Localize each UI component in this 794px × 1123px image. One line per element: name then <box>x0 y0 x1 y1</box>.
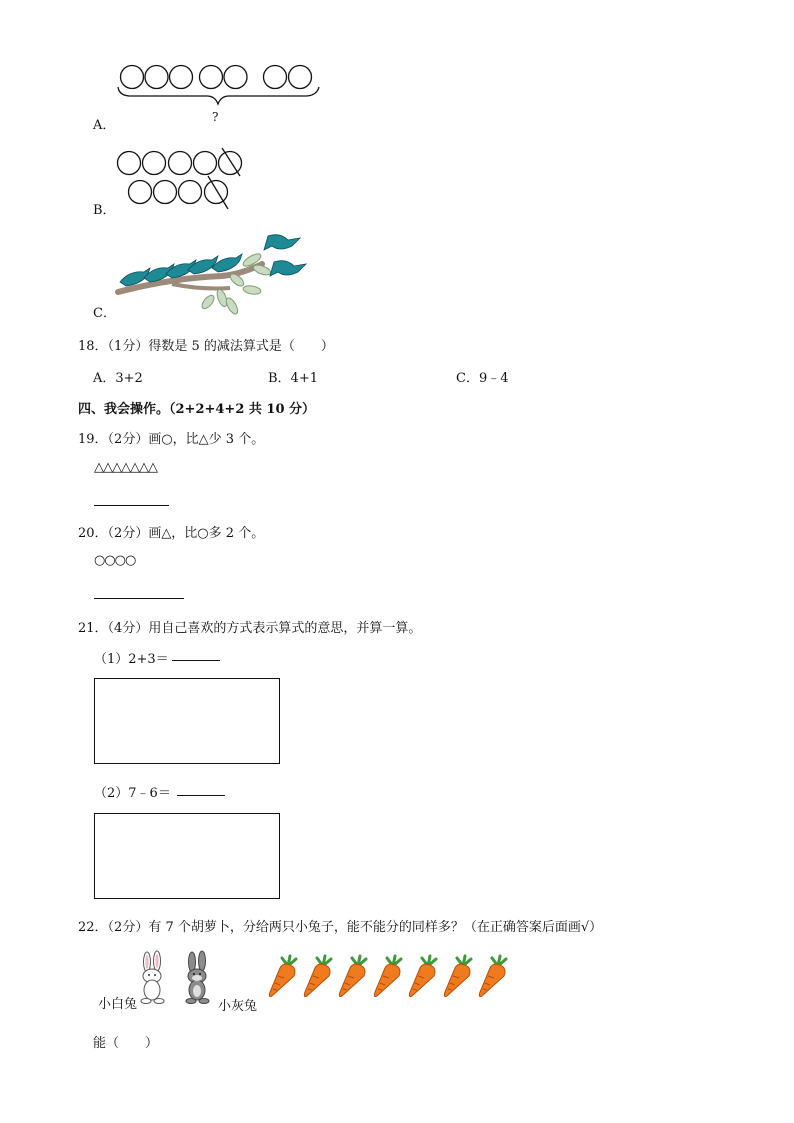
circle <box>170 66 193 89</box>
carrot-icon <box>409 956 436 997</box>
option-c-label[interactable]: C． <box>93 306 116 321</box>
circle <box>200 66 223 89</box>
circle <box>194 152 217 175</box>
circle <box>129 181 152 204</box>
question-20-answer-line[interactable] <box>94 598 184 599</box>
circle <box>145 66 168 89</box>
option-c-birds-figure <box>112 230 312 320</box>
leaf <box>200 293 216 310</box>
flying-bird <box>264 235 300 250</box>
section-4-title: 四、我会操作。（2+2+4+2 共 10 分） <box>78 402 316 417</box>
circle <box>289 66 312 89</box>
option-b-label[interactable]: B． <box>93 203 116 218</box>
question-19-stem: 19．（2分）画○，比△少 3 个。 <box>78 432 265 447</box>
part-1-answer-line[interactable] <box>172 660 220 661</box>
circle <box>224 66 247 89</box>
question-19-answer-line[interactable] <box>94 505 169 506</box>
circle <box>169 152 192 175</box>
gray-rabbit-label: 小灰兔 <box>218 999 258 1014</box>
circle <box>143 152 166 175</box>
carrots-row <box>266 956 516 1000</box>
carrot-icon <box>339 956 366 997</box>
circle <box>118 152 141 175</box>
triangles-row: △△△△△△△ <box>94 460 157 475</box>
white-rabbit-label: 小白兔 <box>98 997 138 1012</box>
circle <box>121 66 144 89</box>
part-2-answer-line[interactable] <box>177 795 225 796</box>
circle <box>179 181 202 204</box>
question-22-stem: 22．（2分）有 7 个胡萝卜，分给两只小兔子，能不能分的同样多？（在正确答案后面画√） <box>78 920 603 935</box>
question-18-option-a[interactable]: A．3+2 <box>93 371 143 386</box>
part-1-drawing-box[interactable] <box>94 678 280 764</box>
option-a-circles-figure <box>115 62 335 112</box>
circle <box>219 152 242 175</box>
option-b-circles-figure <box>110 146 250 216</box>
question-20-stem: 20．（2分）画△，比○多 2 个。 <box>78 526 265 541</box>
question-18-option-b[interactable]: B．4+1 <box>268 371 318 386</box>
carrot-icon <box>374 956 401 997</box>
option-a-label[interactable]: A． <box>93 118 116 133</box>
white-rabbit-icon <box>136 952 170 1004</box>
part-2-drawing-box[interactable] <box>94 813 280 899</box>
carrot-icon <box>304 956 331 997</box>
question-18-stem: 18．（1分）得数是 5 的减法算式是（ ） <box>78 339 334 354</box>
question-21-part-1: （1）2+3＝ <box>94 652 169 667</box>
carrot-icon <box>269 956 296 997</box>
circles-row: ○○○○ <box>94 553 136 568</box>
circle <box>205 181 228 204</box>
gray-rabbit-icon <box>180 952 214 1004</box>
bird <box>188 256 218 274</box>
circle <box>154 181 177 204</box>
question-21-part-2: （2）7﹣6＝ <box>94 786 171 801</box>
carrot-icon <box>479 956 506 997</box>
question-21-stem: 21．（4分）用自己喜欢的方式表示算式的意思，并算一算。 <box>78 621 422 636</box>
answer-yes-option[interactable]: 能（ ） <box>93 1036 159 1051</box>
brace <box>118 87 319 104</box>
carrot-icon <box>444 956 471 997</box>
flying-bird <box>270 261 306 276</box>
question-18-option-c[interactable]: C．9﹣4 <box>456 371 509 386</box>
option-a-question-mark: ? <box>212 110 219 124</box>
cross-out-line <box>222 148 240 176</box>
leaf <box>242 284 261 295</box>
circle <box>264 66 287 89</box>
